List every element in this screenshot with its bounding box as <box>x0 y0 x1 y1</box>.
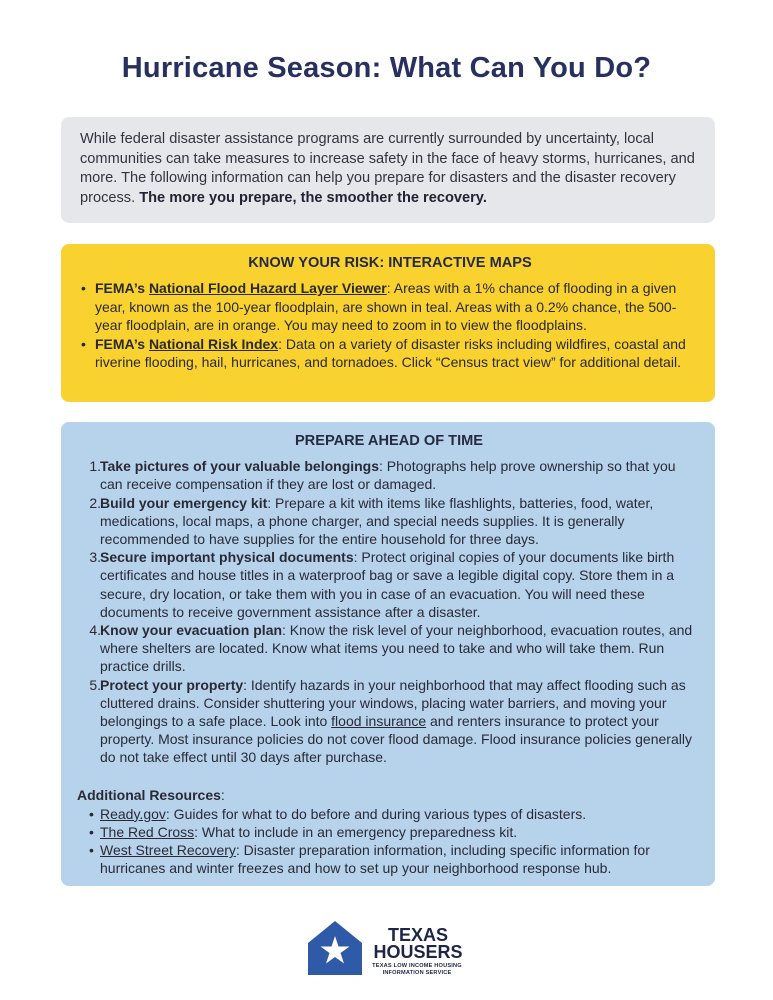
item-bold-label: Protect your property <box>100 676 244 693</box>
prepare-list <box>77 457 701 766</box>
item-bold-label: Take pictures of your valuable belongings <box>100 458 380 475</box>
risk-heading: KNOW YOUR RISK: INTERACTIVE MAPS <box>248 255 532 271</box>
prepare-heading: PREPARE AHEAD OF TIME <box>294 433 484 449</box>
risk-list <box>81 279 699 371</box>
west-street-recovery-link[interactable]: West Street Recovery <box>100 842 236 859</box>
prepare-item-emergency-kit <box>77 494 701 549</box>
additional-resources-label: Additional Resources <box>77 786 221 803</box>
resource-text: : Guides for what to do before and during various types of disasters. <box>165 805 587 822</box>
logo-line2: HOUSERS <box>373 942 463 962</box>
item-number: 4 . <box>87 621 101 639</box>
resource-text: : Disaster preparation information, including specific information for hurricanes and winter freezes and how to set up your neighborhood response hub. <box>100 842 650 877</box>
risk-item-text: : Data on a variety of disaster risks including wildfires, coastal and riverine flooding, hail, hurricanes, and tornadoes. Click “Census tract view” for additional detail. <box>95 335 686 371</box>
item-bold-label: Build your emergency kit <box>100 494 268 511</box>
intro-box <box>61 117 715 223</box>
item-number: 2 . <box>87 494 101 512</box>
resources-list <box>77 805 701 878</box>
ready-gov-link[interactable]: Ready.gov <box>100 805 166 822</box>
intro-text: While federal disaster assistance programs are currently surrounded by uncertainty, local communities can take measures to increase safety in the face of heavy storms, hurricanes, and more. The following information can help you prepare for disasters and the disaster recovery process. <box>80 131 695 206</box>
item-number: 3 . <box>87 548 101 566</box>
flood-hazard-viewer-link[interactable]: National Flood Hazard Layer Viewer <box>148 280 387 297</box>
risk-item-risk-index <box>81 335 699 372</box>
additional-resources-heading <box>77 786 701 804</box>
item-text: : Identify hazards in your neighborhood that may affect flooding such as cluttered drains. Consider shuttering your windows, placing water barriers, and moving your belongings to a safe place. Look into <box>100 676 686 730</box>
texas-housers-logo <box>306 919 476 979</box>
intro-bold-text: The more you prepare, the smoother the recovery. <box>139 189 487 206</box>
prepare-ahead-box <box>61 422 715 886</box>
item-text: : Prepare a kit with items like flashlights, batteries, food, water, medications, local maps, a phone charger, and special needs supplies. It is generally recommended to have supplies for the entire household for three days. <box>100 494 654 548</box>
risk-item-text: : Areas with a 1% chance of flooding in a given year, known as the 100-year floodplain, are shown in teal. Areas with a 0.2% chance, the 500-year floodplain, are in orange. You may need to zoom in to view the floodplains. <box>95 280 677 334</box>
house-star-icon <box>306 919 364 977</box>
item-bold-label: Know your evacuation plan <box>100 622 283 639</box>
risk-item-prefix: FEMA’s <box>95 335 146 352</box>
item-number: 5 . <box>87 676 101 694</box>
resource-item-west-street <box>77 841 701 877</box>
prepare-item-evacuation <box>77 621 701 676</box>
prepare-item-pictures <box>77 457 701 493</box>
flood-insurance-link[interactable]: flood insurance <box>331 713 427 730</box>
prepare-item-documents <box>77 548 701 621</box>
logo-subtitle-1: TEXAS LOW INCOME HOUSING <box>372 963 462 969</box>
risk-item-flood-hazard <box>81 279 699 334</box>
page-title: Hurricane Season: What Can You Do? <box>121 52 652 84</box>
know-your-risk-box <box>61 244 715 402</box>
national-risk-index-link[interactable]: National Risk Index <box>148 335 279 352</box>
item-number: 1 . <box>87 457 101 475</box>
resource-item-red-cross <box>77 823 701 841</box>
item-text: : Protect original copies of your documents like birth certificates and house titles in a waterproof bag or save a legible digital copy. Store them in a secure, dry location, or take them with you in case of an evacuation. You will need these documents to receive government assistance after a disaster. <box>100 549 675 620</box>
logo-line1: TEXAS <box>387 925 448 945</box>
item-bold-label: Secure important physical documents <box>100 549 354 566</box>
resource-text: : What to include in an emergency preparedness kit. <box>194 824 518 841</box>
item-text-continued: and renters insurance to protect your property. Most insurance policies do not cover flood damage. Flood insurance policies generally do not take effect until 30 days after purchase. <box>100 713 692 766</box>
item-text: : Photographs help prove ownership so that you can receive compensation if they are lost or damaged. <box>100 458 676 493</box>
item-text: : Know the risk level of your neighborhood, evacuation routes, and where shelters are located. Know what items you need to take and who will take them. Run practice drills. <box>100 622 693 675</box>
red-cross-link[interactable]: The Red Cross <box>100 824 195 841</box>
resource-item-ready-gov <box>77 805 701 823</box>
logo-subtitle-2: INFORMATION SERVICE <box>382 970 452 976</box>
risk-item-prefix: FEMA’s <box>95 280 146 297</box>
prepare-item-property <box>77 676 701 767</box>
additional-resources-colon: : <box>220 786 225 803</box>
